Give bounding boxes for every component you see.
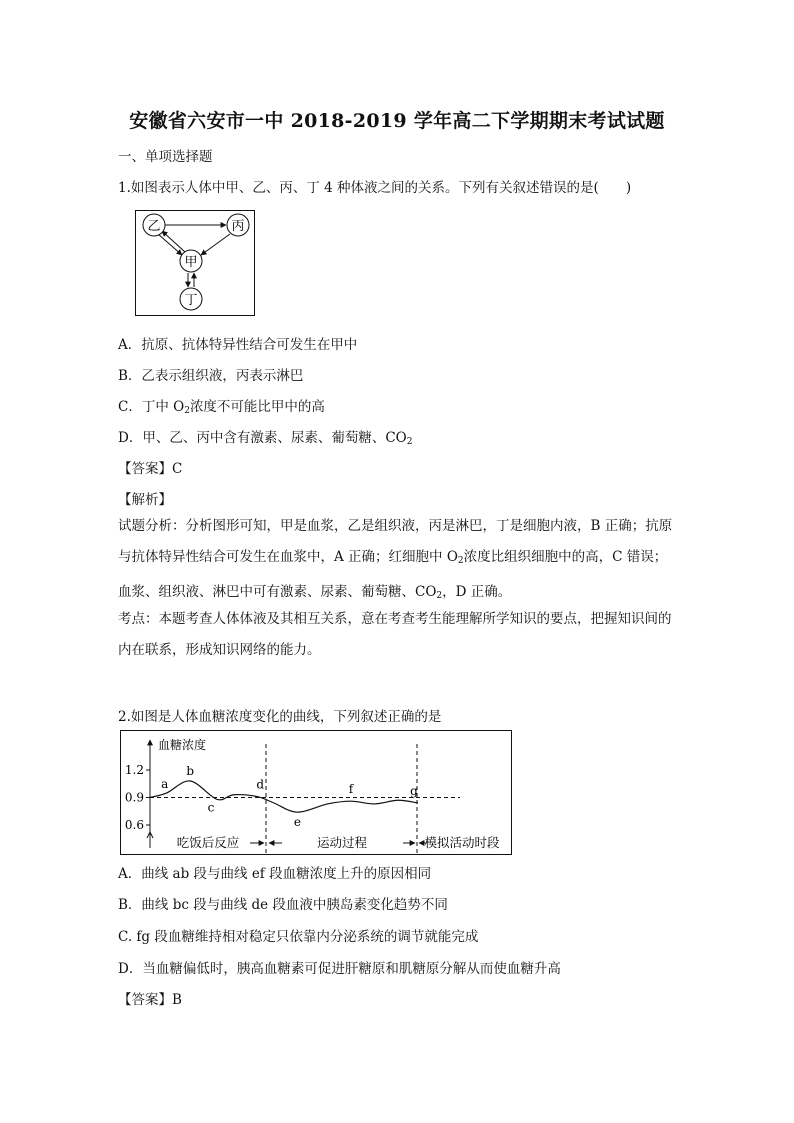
q1-option-d: D．甲、乙、丙中含有激素、尿素、葡萄糖、$CO_2$	[118, 430, 413, 447]
y-tick-label-2: 0.6	[124, 818, 144, 832]
document-title: 安徽省六安市一中 2018-2019 学年高二下学期期末考试试题	[129, 110, 665, 132]
segment-label-1: 吃饭后反应	[176, 835, 240, 850]
y-tick-label-0: 1.2	[124, 763, 144, 777]
arrow-yi-to-jia	[158, 234, 182, 255]
q2-option-a: A．曲线 ab 段与曲线 ef 段血糖浓度上升的原因相同	[118, 866, 432, 882]
point-labels	[161, 764, 418, 829]
q1-stem: 1.如图表示人体中甲、乙、丙、丁 4 种体液之间的关系。下列有关叙述错误的是( )	[118, 180, 632, 196]
segment-label-3: 模拟活动时段	[424, 835, 500, 850]
arrow-bing-to-jia	[201, 234, 230, 255]
q2-answer: 【答案】B	[118, 992, 182, 1008]
point-label-a: a	[161, 776, 169, 791]
q1-analysis-label: 【解析】	[118, 492, 172, 508]
node-yi-label: 乙	[147, 219, 161, 234]
point-label-b: b	[186, 764, 195, 778]
q2-option-d: D．当血糖偏低时，胰高血糖素可促进肝糖原和肌糖原分解从而使血糖升高	[118, 961, 561, 977]
segment-label-2: 运动过程	[316, 835, 368, 850]
arrow-jia-to-yi	[162, 231, 185, 252]
glucose-curve	[150, 781, 418, 815]
q2-option-b: B．曲线 bc 段与曲线 de 段血液中胰岛素变化趋势不同	[118, 897, 448, 913]
node-ding-label: 丁	[184, 293, 198, 308]
q1-option-c: C．丁中 $O_2$浓度不可能比甲中的高	[118, 399, 325, 416]
q2-option-c: C. fg 段血糖维持相对稳定只依靠内分泌系统的调节就能完成	[118, 929, 479, 945]
body-fluid-diagram	[135, 210, 255, 316]
point-label-e: e	[293, 815, 301, 830]
q1-option-b: B．乙表示组织液，丙表示淋巴	[118, 368, 304, 384]
section-heading: 一、单项选择题	[118, 149, 213, 165]
point-label-f: f	[348, 782, 354, 797]
point-label-g: g	[410, 784, 418, 798]
q1-note: 考点：本题考查人体体液及其相互关系，意在考查考生能理解所学知识的要点，把握知识间的内在联系，形成知识网络的能力。	[118, 611, 672, 658]
q1-answer: 【答案】C	[118, 461, 183, 477]
node-bing-label: 丙	[231, 219, 245, 234]
point-label-d: d	[256, 777, 265, 792]
y-axis-label: 血糖浓度	[158, 738, 207, 752]
q1-option-a: A．抗原、抗体特异性结合可发生在甲中	[118, 337, 358, 353]
y-tick-label-1: 0.9	[124, 790, 144, 805]
node-jia-label: 甲	[184, 255, 198, 270]
y-ticks	[125, 763, 150, 832]
point-label-c: c	[207, 800, 215, 815]
blood-glucose-chart	[120, 730, 512, 855]
q1-analysis-text: 试题分析：分析图形可知，甲是血浆，乙是组织液，丙是淋巴，丁是细胞内液，B 正确；抗原与抗体特异性结合可发生在血浆中，A 正确；红细胞中 $O_2$浓度比组织细胞中的高，C 错误；血浆、组织液、淋巴中可有激素、尿素、葡萄糖、$CO_2$，D 正确。	[118, 518, 673, 601]
q2-stem: 2.如图是人体血糖浓度变化的曲线，下列叙述正确的是	[118, 709, 442, 725]
